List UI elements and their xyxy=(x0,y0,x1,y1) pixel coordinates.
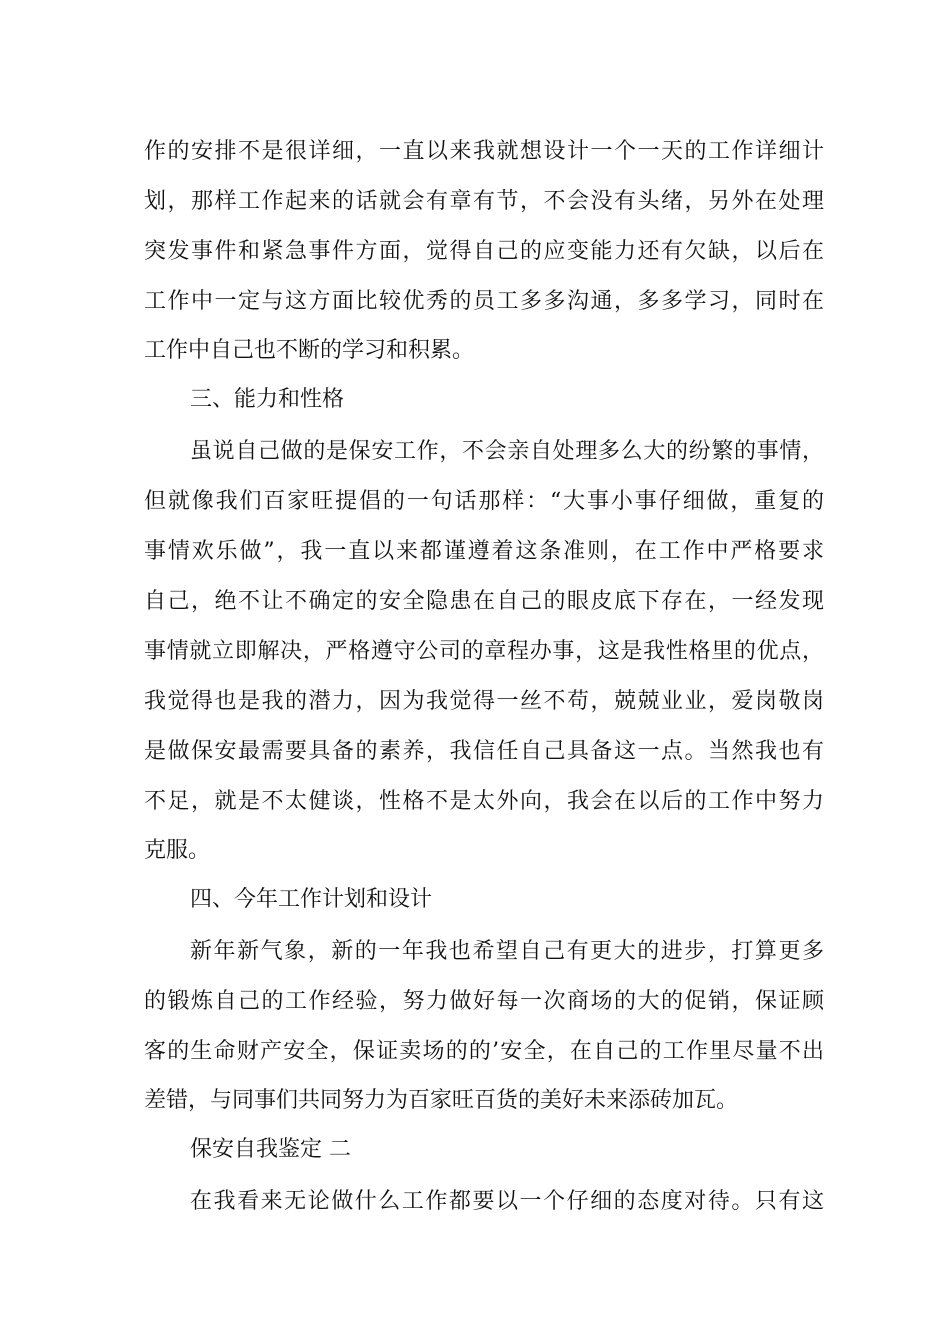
section-heading: 保安自我鉴定 二 xyxy=(190,1137,351,1162)
paragraph-line: 不足，就是不太健谈，性格不是太外向，我会在以后的工作中努力 xyxy=(144,789,824,814)
paragraph-line: 但就像我们百家旺提倡的一句话那样：“大事小事仔细做，重复的 xyxy=(144,489,824,514)
section-heading: 四、今年工作计划和设计 xyxy=(190,887,433,912)
paragraph-line: 差错，与同事们共同努力为百家旺百货的美好未来添砖加瓦。 xyxy=(144,1088,739,1113)
paragraph-line: 工作中自己也不断的学习和积累。 xyxy=(144,338,475,363)
paragraph-line: 工作中一定与这方面比较优秀的员工多多沟通，多多学习，同时在 xyxy=(144,289,824,314)
paragraph-line: 事情就立即解决，严格遵守公司的章程办事，这是我性格里的优点， xyxy=(144,639,824,664)
paragraph-line: 新年新气象，新的一年我也希望自己有更大的进步，打算更多 xyxy=(190,939,824,964)
paragraph-line: 作的安排不是很详细，一直以来我就想设计一个一天的工作详细计 xyxy=(144,139,824,164)
paragraph-line: 是做保安最需要具备的素养，我信任自己具备这一点。当然我也有 xyxy=(144,739,824,764)
section-heading: 三、能力和性格 xyxy=(190,387,345,412)
paragraph-line: 划，那样工作起来的话就会有章有节，不会没有头绪，另外在处理 xyxy=(144,189,824,214)
paragraph-line: 客的生命财产安全，保证卖场的的’安全，在自己的工作里尽量不出 xyxy=(144,1039,824,1064)
paragraph-line: 自己，绝不让不确定的安全隐患在自己的眼皮底下存在，一经发现 xyxy=(144,589,824,614)
paragraph-line: 在我看来无论做什么工作都要以一个仔细的态度对待。只有这 xyxy=(190,1189,824,1214)
paragraph-line: 的锻炼自己的工作经验，努力做好每一次商场的大的促销，保证顾 xyxy=(144,989,824,1014)
paragraph-line: 克服。 xyxy=(144,838,211,863)
paragraph-line: 我觉得也是我的潜力，因为我觉得一丝不苟，兢兢业业，爱岗敬岗 xyxy=(144,689,824,714)
paragraph-line: 虽说自己做的是保安工作，不会亲自处理多么大的纷繁的事情， xyxy=(190,439,824,464)
paragraph-line: 事情欢乐做”，我一直以来都谨遵着这条准则，在工作中严格要求 xyxy=(144,539,824,564)
paragraph-line: 突发事件和紧急事件方面，觉得自己的应变能力还有欠缺，以后在 xyxy=(144,239,824,264)
